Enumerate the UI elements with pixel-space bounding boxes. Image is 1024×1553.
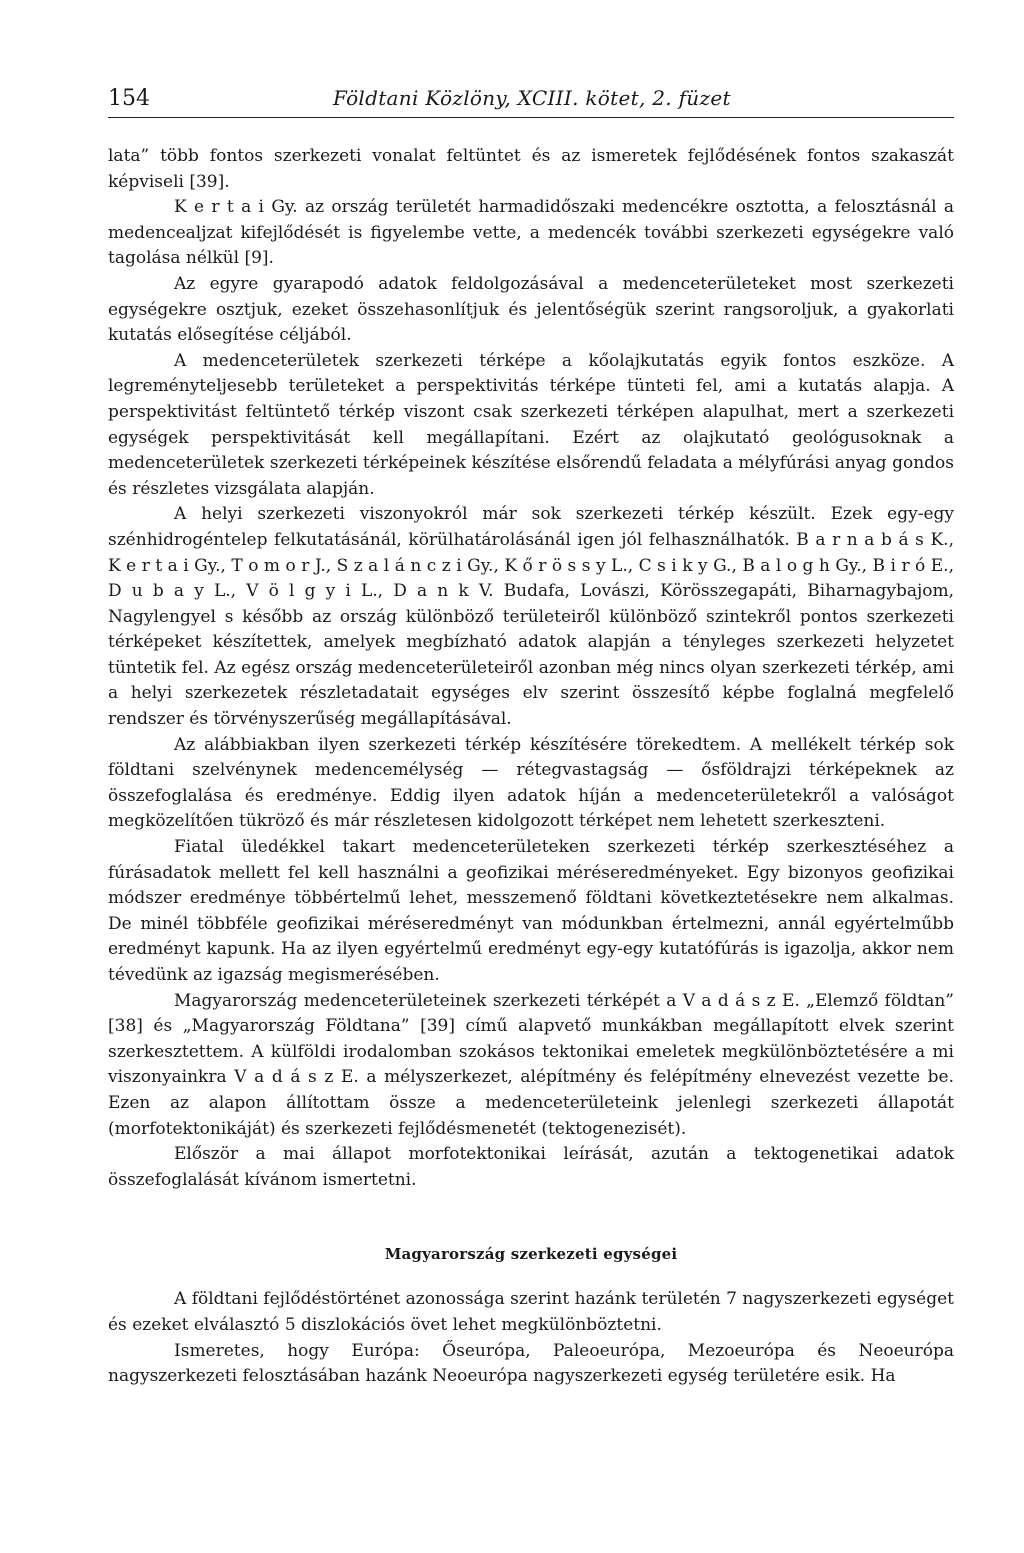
paragraph: A medenceterületek szerkezeti térképe a kőolajkutatás egyik fontos eszköze. A legreményteljesebb területeket a perspektivitás térképe tünteti fel, ami a kutatás alapja. A perspektivitást feltüntető térkép viszont csak szerkezeti térképen alapulhat, mert a szerkezeti egységek perspektivitását kell megállapítani. Ezért az olajkutató geológusoknak a medenceterületek szerkezeti térképeinek készítése elsőrendű feladata a mélyfúrási anyag gondos és részletes vizsgálata alapján. bbox=[108, 350, 954, 499]
paragraph: Ismeretes, hogy Európa: Őseurópa, Paleoeurópa, Mezoeurópa és Neoeurópa nagyszerkezeti felosztásában hazánk Neoeurópa nagyszerkezeti egység területére esik. Ha bbox=[108, 1340, 954, 1387]
page-number: 154 bbox=[108, 86, 150, 111]
paragraph: Az egyre gyarapodó adatok feldolgozásával a medenceterületeket most szerkezeti egységekre osztjuk, ezeket összehasonlítjuk és jelentőségük szerint rangsoroljuk, a gyakorlati kutatás elősegítése céljából. bbox=[108, 273, 954, 346]
running-head bbox=[108, 86, 954, 118]
paragraph: A földtani fejlődéstörténet azonossága szerint hazánk területén 7 nagyszerkezeti egységet és ezeket elválasztó 5 diszlokációs övet lehet megkülönböztetni. bbox=[108, 1289, 954, 1335]
paragraph: K e r t a i Gy. az ország területét harmadidőszaki medencékre osztotta, a felosztásnál a medencealjzat kifejlődését is figyelembe vette, a medencék további szerkezeti egységekre való tagolása nélkül [9]. bbox=[108, 197, 954, 269]
journal-title: Földtani Közlöny, XCIII. kötet, 2. füzet bbox=[333, 86, 731, 110]
paragraph: lata” több fontos szerkezeti vonalat feltüntet és az ismeretek fejlődésének fontos szakaszát képviseli [39]. bbox=[108, 146, 954, 192]
paragraph: Először a mai állapot morfotektonikai leírását, azután a tektogenetikai adatok összefoglalását kívánom ismertetni. bbox=[108, 1144, 954, 1190]
paragraph: Magyarország medenceterületeinek szerkezeti térképét a V a d á s z E. „Elemző földtan” [38] és „Magyarország Földtana” [39] című alapvető munkákban megállapított elvek szerint szerkesztettem. A külföldi irodalomban szokásos tektonikai emeletek megkülönböztetésére a mi viszonyainkra V a d á s z E. a mélyszerkezet, alépítmény és felépítmény elnevezést vezette be. Ezen az alapon állítottam össze a medenceterületeink jelenlegi szerkezeti állapotát (morfotektonikáját) és szerkezeti fejlődésmenetét (tektogenezisét). bbox=[108, 990, 954, 1139]
paragraph: A helyi szerkezeti viszonyokról már sok szerkezeti térkép készült. Ezek egy-egy szénhidrogéntelep felkutatásánál, körülhatárolásánál igen jól felhasználhatók. B a r n a b á s K., K e r t a i Gy., T o m o r J., S z a l á n c z i Gy., K ő r ö s s y L., C s i k y G., B a l o g h Gy., B i r ó E., D u b a y L., V ö l g y i L., D a n k V. Budafa, Lovászi, Körösszegapáti, Biharnagybajom, Nagylengyel s később az ország különböző területeiről különböző szintekről pontos szerkezeti térképeket készítettek, amelyek megbízható adatok alapján a tényleges szerkezeti helyzetet tüntetik fel. Az egész ország medenceterületeiről azonban még nincs olyan szerkezeti térkép, ami a helyi szerkezetek részletadatait egységes elv szerint összesítő képbe foglalná megfelelő rendszer és törvényszerűség megállapításával. bbox=[108, 504, 954, 730]
paragraph: Az alábbiakban ilyen szerkezeti térkép készítésére törekedtem. A mellékelt térkép sok földtani szelvénynek medencemélység — rétegvastagság — ősföldrajzi térképeknek az összefoglalása és eredménye. Eddig ilyen adatok híján a medenceterületekről a valóságot megközelítően tükröző és már részletesen kidolgozott térképet nem lehetett szerkeszteni. bbox=[108, 734, 954, 832]
body-text bbox=[108, 144, 954, 1390]
section-heading: Magyarország szerkezeti egységei bbox=[384, 1245, 678, 1264]
paragraph: Fiatal üledékkel takart medenceterületeken szerkezeti térkép szerkesztéséhez a fúrásadatok mellett fel kell használni a geofizikai méréseredményeket. Egy bizonyos geofizikai módszer eredménye többértelmű lehet, messzemenő földtani következtetésekre nem alkalmas. De minél többféle geofizikai méréseredményt van módunkban értelmezni, annál egyértelműbb eredményt kapunk. Ha az ilyen egyértelmű eredményt egy-egy kutatófúrás is igazolja, akkor nem tévedünk az igazság megismerésében. bbox=[108, 837, 954, 985]
